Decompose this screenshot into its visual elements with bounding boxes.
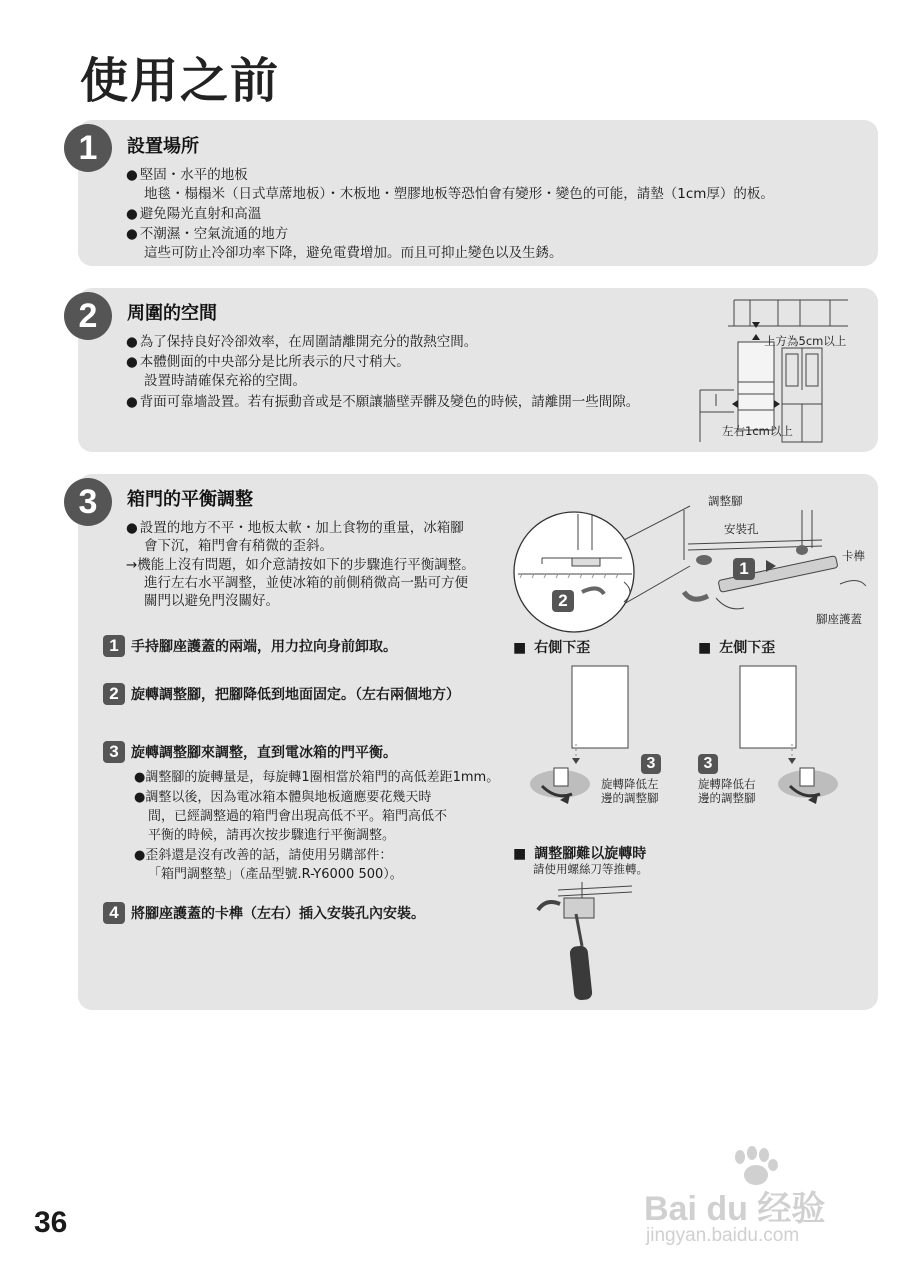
section-1-line: 地毯・榻榻米（日式草蓆地板）・木板地・塑膠地板等恐怕會有變形・變色的可能，請墊（1cm厚）的板。	[144, 186, 774, 202]
figure-label-top-clearance: 上方為5cm以上	[764, 334, 847, 348]
step-4	[103, 902, 425, 924]
section-1-number: 1	[64, 124, 112, 172]
step-3	[103, 741, 397, 763]
step-3-note: 間，已經調整過的箱門會出現高低不平。箱門高低不	[148, 809, 448, 824]
figure-label-adjust-foot: 調整腳	[708, 494, 743, 508]
step-3-badge: 3	[103, 741, 125, 763]
section-3-intro-line: 關門以避免門沒關好。	[144, 593, 279, 609]
section-1-line: ● 避免陽光直射和高溫	[126, 202, 261, 222]
section-1-title: 設置場所	[127, 136, 199, 157]
right-tilt-caption: 旋轉降低左	[601, 777, 659, 791]
step-1-badge: 1	[103, 635, 125, 657]
step-3-text: 旋轉調整腳來調整，直到電冰箱的門平衡。	[131, 745, 397, 761]
section-3-number: 3	[64, 478, 112, 526]
figure-label-side-clearance: 左右1cm以上	[722, 424, 793, 438]
right-tilt-caption: 邊的調整腳	[601, 791, 659, 805]
adjust-foot-figure	[512, 500, 872, 650]
section-2-line: ● 為了保持良好冷卻效率，在周圍請離開充分的散熱空間。	[126, 330, 477, 350]
section-2-line: ● 背面可靠墻設置。若有振動音或是不願讓牆壁弄髒及變色的時候，請離開一些間隙。	[126, 390, 639, 410]
hard-rotate-title: ■ 調整腳難以旋轉時	[513, 843, 646, 863]
step-4-text: 將腳座護蓋的卡榫（左右）插入安裝孔內安裝。	[131, 906, 425, 922]
page-number: 36	[34, 1206, 68, 1239]
section-1-line: ● 不潮濕・空氣流通的地方	[126, 222, 288, 242]
step-1	[103, 635, 397, 657]
step-3-note: 「箱門調整墊」（產品型號.R-Y6000 500）。	[148, 867, 403, 882]
figure-label-tenon: 卡榫	[842, 549, 865, 563]
watermark-brand: Bai du 经验	[644, 1190, 826, 1228]
step-4-badge: 4	[103, 902, 125, 924]
section-3-intro-line: 會下沉，箱門會有稍微的歪斜。	[144, 538, 333, 554]
hard-rotate-note: 請使用螺絲刀等推轉。	[533, 862, 648, 876]
right-tilt-title: ■ 右側下歪	[513, 637, 590, 657]
step-2	[103, 683, 460, 705]
section-3-intro-line: ● 設置的地方不平・地板太軟・加上食物的重量，冰箱腳	[126, 516, 464, 536]
left-tilt-caption: 旋轉降低右	[698, 777, 756, 791]
step-2-badge: 2	[103, 683, 125, 705]
figure-badge-1: 1	[733, 558, 755, 580]
screwdriver-figure	[528, 876, 648, 1004]
figure-label-foot-cover: 腳座護蓋	[816, 612, 862, 626]
section-2-line: ● 本體側面的中央部分是比所表示的尺寸稍大。	[126, 350, 410, 370]
figure-badge-2: 2	[552, 590, 574, 612]
step-3-note: ●調整腳的旋轉量是，每旋轉1圈相當於箱門的高低差距1mm。	[134, 770, 500, 785]
section-2-title: 周圍的空間	[127, 303, 217, 324]
kitchen-fridge-figure	[698, 294, 868, 444]
watermark-url: jingyan.baidu.com	[646, 1225, 800, 1246]
section-2-number: 2	[64, 292, 112, 340]
left-tilt-title: ■ 左側下歪	[698, 637, 775, 657]
section-3-title: 箱門的平衡調整	[127, 489, 253, 510]
right-tilt-badge: 3	[641, 754, 661, 774]
step-1-text: 手持腳座護蓋的兩端，用力拉向身前卸取。	[131, 639, 397, 655]
page-title: 使用之前	[80, 53, 281, 109]
step-3-note: ●歪斜還是沒有改善的話，請使用另購部件：	[134, 848, 393, 863]
step-3-note: ●調整以後，因為電冰箱本體與地板適應要花幾天時	[134, 790, 432, 805]
step-3-note: 平衡的時候，請再次按步驟進行平衡調整。	[148, 828, 396, 843]
section-3-intro-line: →機能上沒有問題，如介意請按如下的步驟進行平衡調整。	[126, 557, 475, 573]
section-3-intro-line: 進行左右水平調整，並使冰箱的前側稍微高一點可方便	[144, 575, 468, 591]
baidu-watermark	[640, 1145, 860, 1255]
left-tilt-caption: 邊的調整腳	[698, 791, 756, 805]
section-1-line: 這些可防止冷卻功率下降，避免電費增加。而且可抑止變色以及生銹。	[144, 245, 563, 261]
step-2-text: 旋轉調整腳，把腳降低到地面固定。（左右兩個地方）	[131, 687, 460, 703]
left-tilt-badge: 3	[698, 754, 718, 774]
section-1-line: ● 堅固・水平的地板	[126, 163, 248, 183]
section-2-line: 設置時請確保充裕的空間。	[144, 373, 306, 389]
figure-label-install-hole: 安裝孔	[724, 522, 759, 536]
